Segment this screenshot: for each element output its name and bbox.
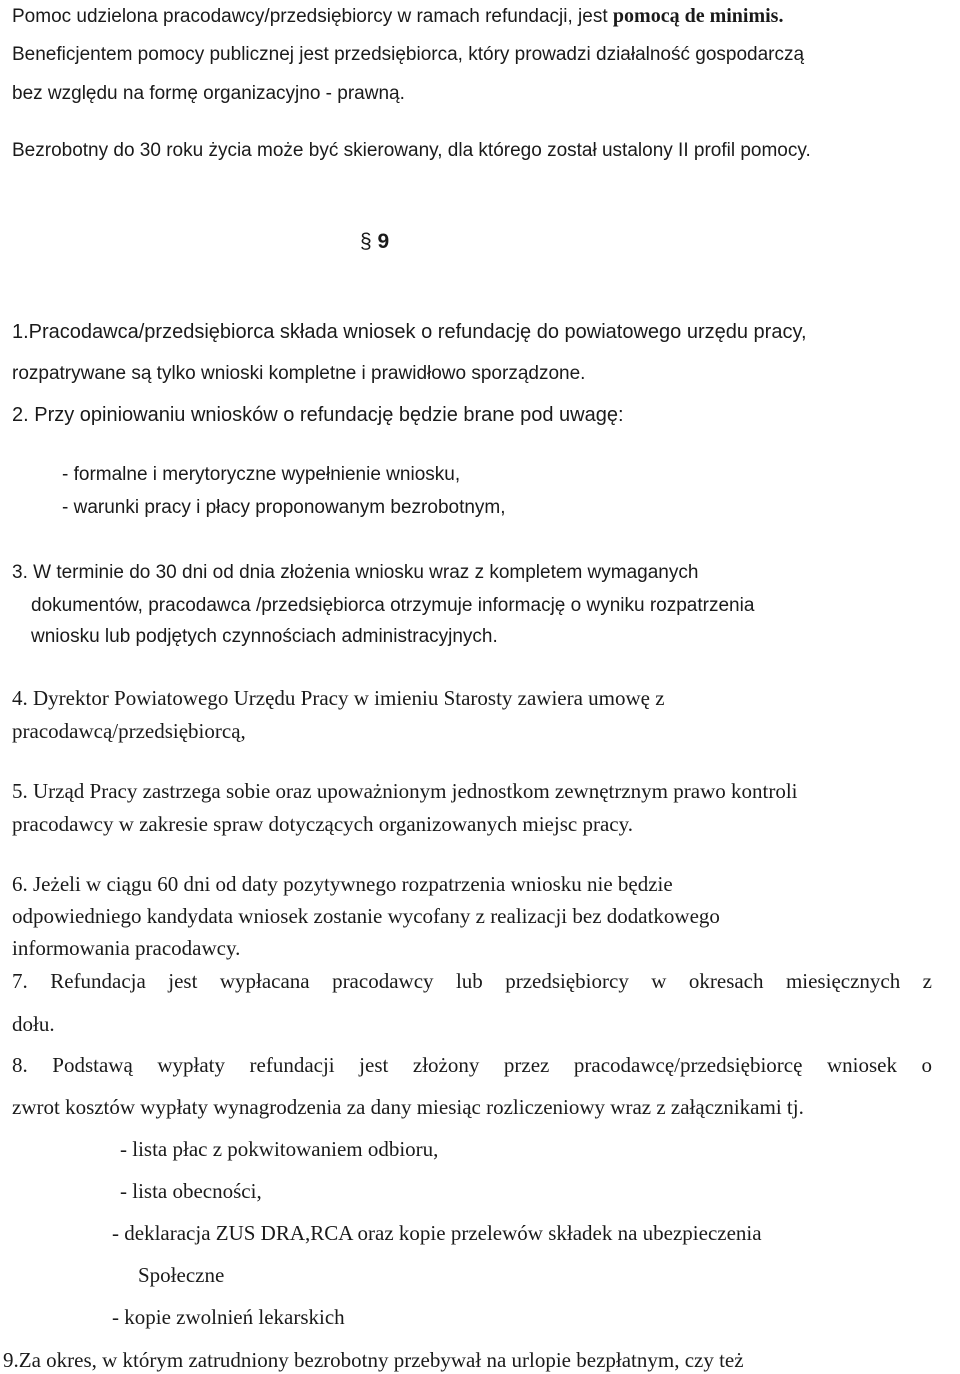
point-3-line-3: wniosku lub podjętych czynnościach administracyjnych.	[31, 626, 498, 647]
point-4-line-1: 4. Dyrektor Powiatowego Urzędu Pracy w imieniu Starosty zawiera umowę z	[12, 686, 665, 710]
attachment-item-3: - deklaracja ZUS DRA,RCA oraz kopie przelewów składek na ubezpieczenia	[112, 1221, 762, 1245]
intro-line-1-text: Pomoc udzielona pracodawcy/przedsiębiorcy w ramach refundacji, jest	[12, 6, 613, 27]
point-1-line-2: rozpatrywane są tylko wnioski kompletne i prawidłowo sporządzone.	[12, 363, 586, 384]
point-6-line-2: odpowiedniego kandydata wniosek zostanie wycofany z realizacji bez dodatkowego	[12, 904, 720, 928]
attachment-item-3-cont: Społeczne	[138, 1263, 225, 1287]
point-7-line-2: dołu.	[12, 1012, 55, 1036]
intro-line-2: Beneficjentem pomocy publicznej jest przedsiębiorca, który prowadzi działalność gospodarczą	[12, 44, 805, 65]
point-4-line-2: pracodawcą/przedsiębiorcą,	[12, 719, 246, 743]
point-3-line-1: 3. W terminie do 30 dni od dnia złożenia wniosku wraz z kompletem wymaganych	[12, 562, 699, 583]
attachment-item-4: - kopie zwolnień lekarskich	[112, 1305, 345, 1329]
point-6-line-3: informowania pracodawcy.	[12, 936, 241, 960]
intro-line-3: bez względu na formę organizacyjno - prawną.	[12, 83, 405, 104]
point-2-bullet-2: - warunki pracy i płacy proponowanym bezrobotnym,	[62, 497, 506, 518]
point-5-line-2: pracodawcy w zakresie spraw dotyczących organizowanych miejsc pracy.	[12, 812, 633, 836]
point-7-line-1: 7. Refundacja jest wypłacana pracodawcy lub przedsiębiorcy w okresach miesięcznych z	[12, 969, 932, 993]
intro-line-1-bold: pomocą de minimis.	[612, 5, 784, 27]
point-9-line: 9.Za okres, w którym zatrudniony bezrobotny przebywał na urlopie bezpłatnym, czy też	[3, 1348, 744, 1372]
point-2-bullet-1: - formalne i merytoryczne wypełnienie wniosku,	[62, 464, 461, 485]
intro-line-4: Bezrobotny do 30 roku życia może być skierowany, dla którego został ustalony II profil pomocy.	[12, 140, 811, 161]
point-2-line: 2. Przy opiniowaniu wniosków o refundację będzie brane pod uwagę:	[12, 404, 624, 426]
point-5-line-1: 5. Urząd Pracy zastrzega sobie oraz upoważnionym jednostkom zewnętrznym prawo kontroli	[12, 779, 798, 803]
point-8-line-2: zwrot kosztów wypłaty wynagrodzenia za dany miesiąc rozliczeniowy wraz z załącznikami tj.	[12, 1095, 804, 1119]
point-6-line-1: 6. Jeżeli w ciągu 60 dni od daty pozytywnego rozpatrzenia wniosku nie będzie	[12, 872, 673, 896]
section-symbol: §	[360, 230, 372, 253]
attachment-item-1: - lista płac z pokwitowaniem odbioru,	[120, 1137, 439, 1161]
point-3-line-2: dokumentów, pracodawca /przedsiębiorca otrzymuje informację o wyniku rozpatrzenia	[31, 595, 755, 616]
intro-line-1	[12, 6, 783, 26]
attachment-item-2: - lista obecności,	[120, 1179, 262, 1203]
point-8-line-1: 8. Podstawą wypłaty refundacji jest złożony przez pracodawcę/przedsiębiorcę wniosek o	[12, 1053, 932, 1077]
point-1-line-1: 1.Pracodawca/przedsiębiorca składa wniosek o refundację do powiatowego urzędu pracy,	[12, 321, 807, 343]
section-number: 9	[377, 230, 390, 253]
section-heading	[360, 231, 389, 252]
